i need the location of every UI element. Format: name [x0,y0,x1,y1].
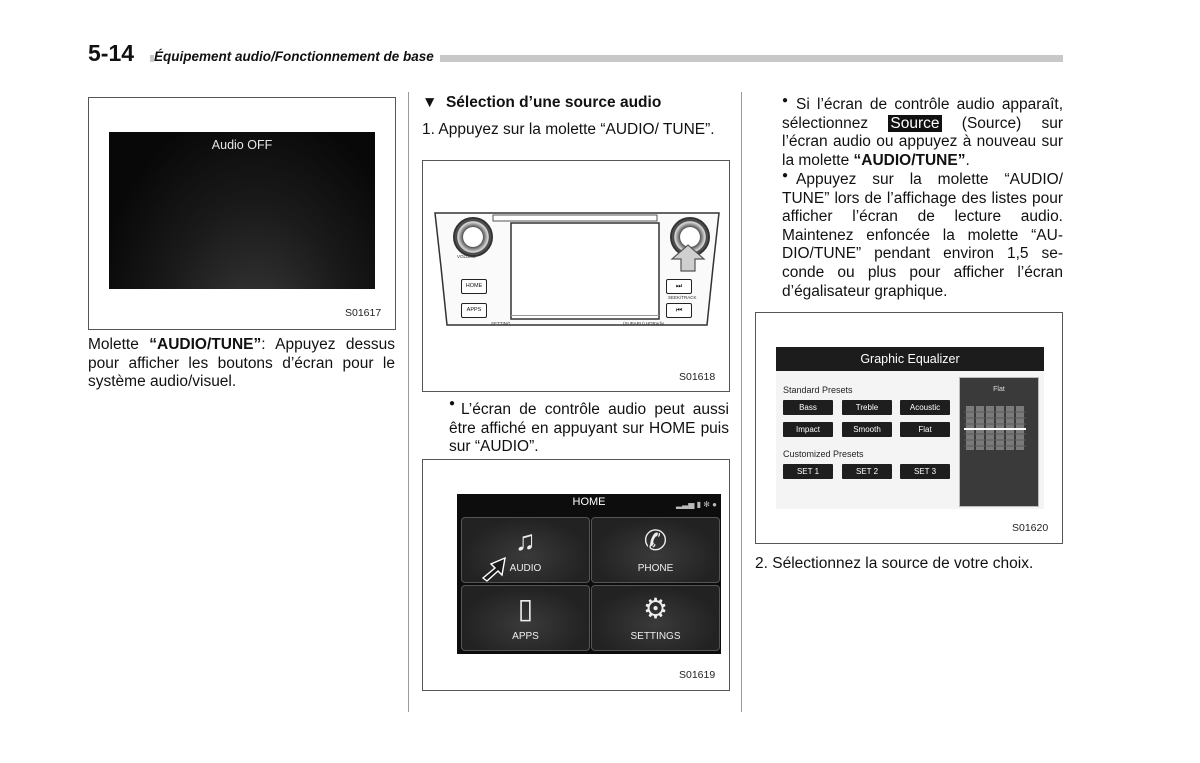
source-bullet-text [782,96,1063,170]
preset-impact-button[interactable]: Impact [783,422,833,437]
tile-settings[interactable] [591,585,720,651]
figure-audio-off [88,97,396,330]
audio-off-screen [109,132,375,289]
caption-prefix: Molette [88,336,150,353]
setting-label: SETTING [491,321,511,326]
seek-forward-button[interactable]: ⏭ [666,279,692,294]
smartphone-icon: ▯ [517,593,534,624]
heading-marker-icon: ▼ [422,94,438,111]
volume-label: VOLUME [457,254,477,259]
equalizer-screen [776,347,1044,509]
tile-audio-label: AUDIO [509,563,542,574]
equalizer-graph [959,377,1039,507]
phone-icon: ✆ [643,525,668,556]
figure-head-unit [422,160,730,392]
preset-bass-button[interactable]: Bass [783,400,833,415]
bullet1-part-a: Si l’écran de contrôle audio apparaît, sélectionnez [782,96,1063,132]
figure-code: S01618 [679,371,716,383]
preset-treble-button[interactable]: Treble [842,400,892,415]
press-arrow-icon [670,243,706,273]
preset-set1-button[interactable]: SET 1 [783,464,833,479]
figure-graphic-equalizer [755,312,1063,544]
customized-presets-label: Customized Presets [783,449,864,459]
standard-presets-label: Standard Presets [783,385,853,395]
section-heading [422,94,661,112]
status-icons: ▂▃▅ ▮ ✻ ● [675,500,717,509]
preset-set2-button[interactable]: SET 2 [842,464,892,479]
brand-label: (SUBARU) HDRadio [623,321,665,326]
preset-acoustic-button[interactable]: Acoustic [900,400,950,415]
figure-code: S01620 [1012,522,1049,534]
audio-off-label: Audio OFF [211,138,273,152]
caption-bold: “AUDIO/TUNE” [149,336,262,353]
step-2: 2. Sélectionnez la source de votre choix. [755,555,1034,572]
tile-apps-label: APPS [512,631,539,642]
figure-code: S01617 [345,307,382,319]
caption-rest: : Appuyez dessus pour afficher les boutons d’écran pour le système audio/visuel. [88,336,396,391]
bullet1-end: . [965,151,970,169]
bullet1-bold: “AUDIO/TUNE” [853,151,966,169]
heading-text: Sélection d’une source audio [445,94,662,111]
equalizer-bullet-text: Appuyez sur la molette “AUDIO/ TUNE” lors de l’affichage des listes pour afficher l’écran de lecture audio. Maintenez enfoncée la molette “AU- DIO/TUNE” pendant environ 1,5 se- conde ou plus pour afficher l’écran d’égalisateur graphique. [782,171,1063,300]
tile-apps[interactable] [461,585,590,651]
preset-smooth-button[interactable]: Smooth [842,422,892,437]
section-title: Équipement audio/Fonctionnement de base [154,49,440,64]
bullet1-part-b: (Source) sur l’écran audio ou appuyez à nouveau sur la molette [782,114,1064,169]
apps-button[interactable]: APPS [461,303,487,318]
volume-knob[interactable] [453,217,493,257]
pointer-arrow-icon [481,556,507,582]
step-1: 1. Appuyez sur la molette “AUDIO/ TUNE”. [422,121,715,138]
preset-set3-button[interactable]: SET 3 [900,464,950,479]
home-screen-title: HOME [572,496,606,508]
bullet-icon: ● [782,170,789,181]
bullet-icon: ● [449,398,456,409]
graph-label: Flat [993,386,1005,393]
home-button[interactable]: HOME [461,279,487,294]
source-button[interactable]: Source [890,114,940,132]
column-divider-left [408,92,409,712]
seek-track-label: SEEK/TRACK [668,295,697,300]
equalizer-title: Graphic Equalizer [776,347,1044,371]
page-number: 5-14 [88,40,135,66]
preset-flat-button[interactable]: Flat [900,422,950,437]
gears-icon: ⚙ [642,593,669,624]
tile-phone-label: PHONE [637,563,674,574]
home-screen [457,494,721,654]
music-note-icon: ♫ [515,525,536,556]
equalizer-bars [964,404,1034,452]
home-bullet-text: L’écran de contrôle audio peut aussi être affiché en appuyant sur HOME puis sur “AUDIO”. [449,401,729,456]
tile-settings-label: SETTINGS [630,631,681,642]
figure-code: S01619 [679,669,716,681]
bullet-icon: ● [782,95,789,106]
column-divider-right [741,92,742,712]
figure-home-screen [422,459,730,691]
knob-caption [88,336,395,392]
seek-back-button[interactable]: ⏮ [666,303,692,318]
tile-phone[interactable] [591,517,720,583]
